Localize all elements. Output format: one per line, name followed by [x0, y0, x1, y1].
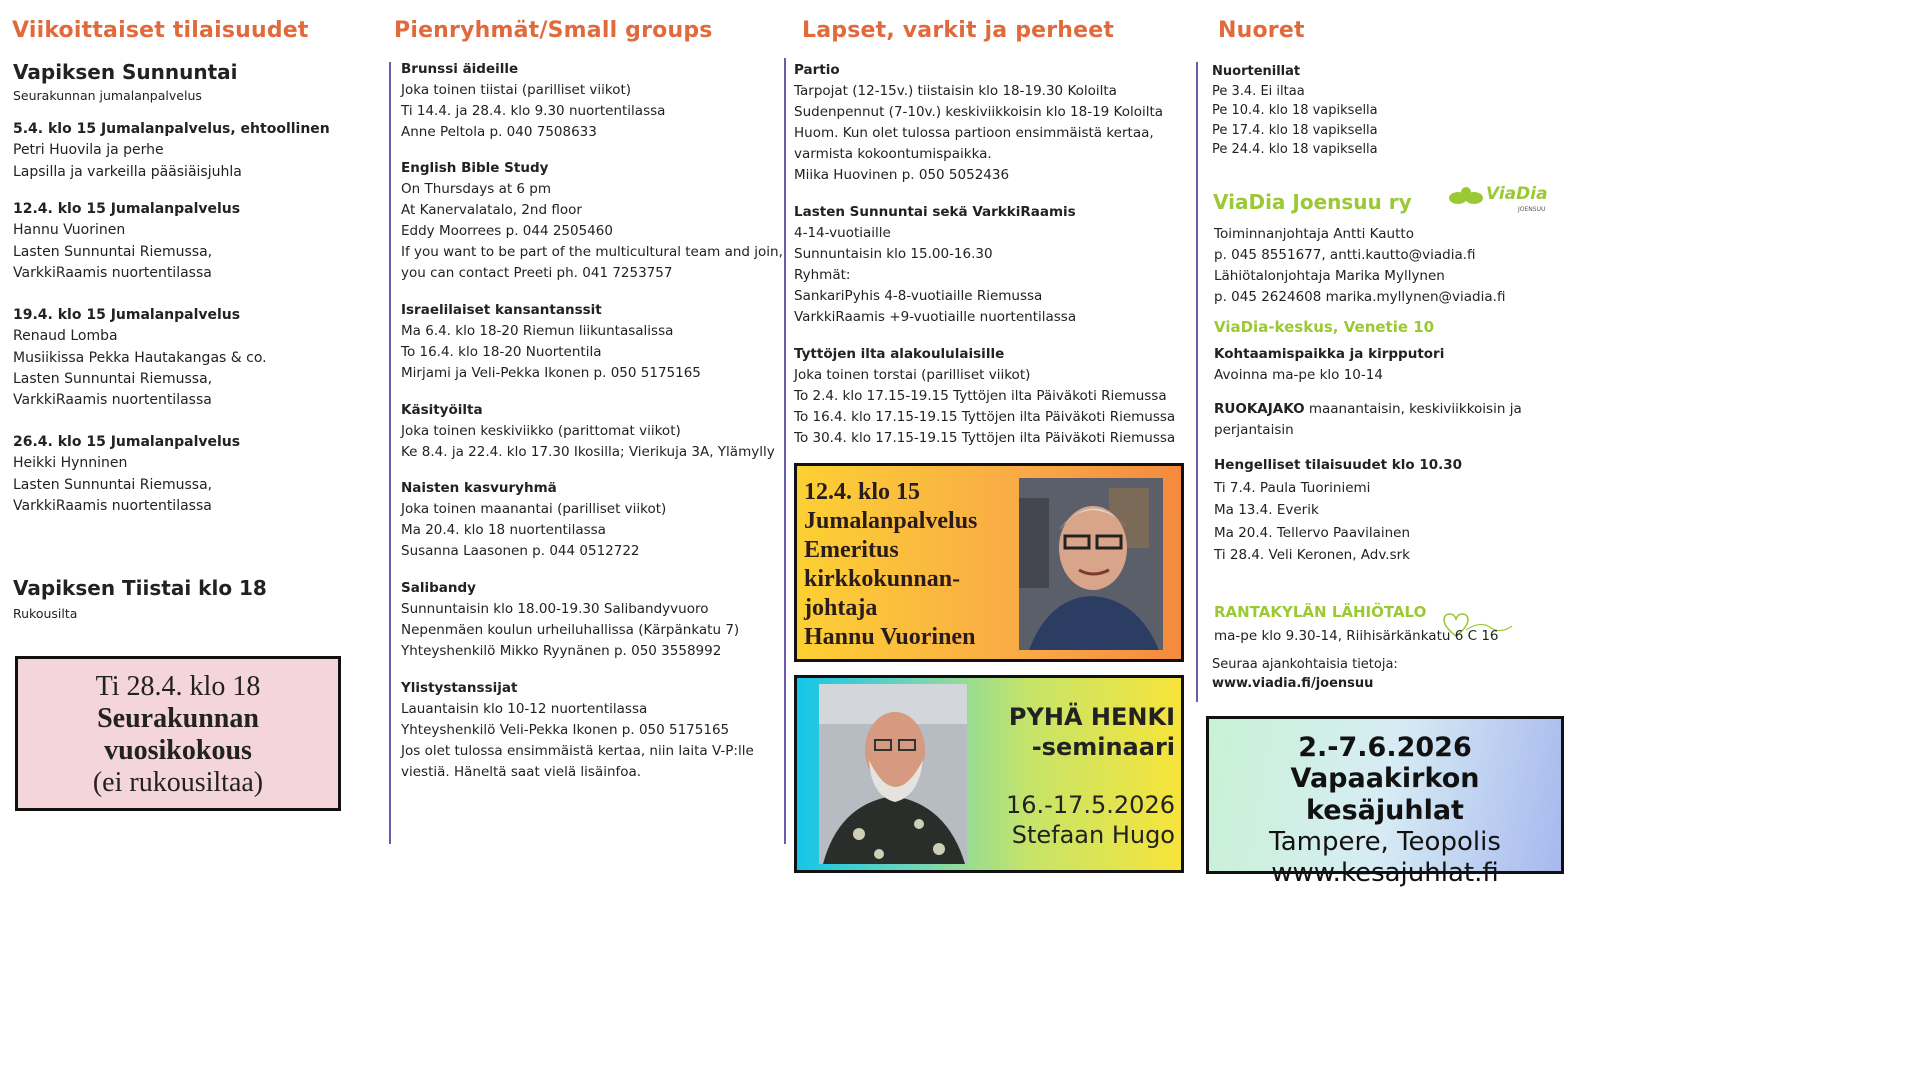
seminar-promo-card [794, 675, 1184, 873]
kids-title: Partio [794, 62, 840, 78]
service-line: Renaud Lomba [13, 328, 118, 345]
group-line: Joka toinen maanantai (parilliset viikot) [401, 501, 667, 517]
kids-line: 4-14-vuotiaille [794, 225, 891, 241]
group-line: viestiä. Häneltä saat vielä lisäinfoa. [401, 764, 642, 780]
food-title: RUOKAJAKO [1214, 401, 1305, 417]
box-line: (ei rukousiltaa) [92, 767, 264, 798]
viadia-leaf-icon [1448, 186, 1484, 210]
service-title: 5.4. klo 15 Jumalanpalvelus, ehtoollinen [13, 121, 330, 137]
nights-line: Pe 24.4. klo 18 vapiksella [1212, 142, 1378, 157]
group-section [401, 478, 666, 562]
kids-line: To 16.4. klo 17.15-19.15 Tyttöjen ilta Päiväkoti Riemussa [794, 409, 1176, 425]
service-block [13, 305, 267, 411]
group-line: Ke 8.4. ja 22.4. klo 17.30 Ikosilla; Vierikuja 3A, Ylämylly [401, 444, 775, 460]
speaker-photo [819, 684, 967, 864]
rantakyla-title: RANTAKYLÄN LÄHIÖTALO [1214, 603, 1427, 621]
spiritual-line: Ma 13.4. Everik [1214, 502, 1319, 518]
kids-line: varmista kokoontumispaikka. [794, 146, 992, 162]
tuesday-section [13, 576, 267, 621]
spiritual-events [1214, 454, 1462, 567]
promo-line: Hannu Vuorinen [804, 624, 976, 650]
group-title: Käsityöilta [401, 402, 483, 418]
follow-url-link[interactable]: www.viadia.fi/joensuu [1212, 676, 1374, 691]
seminar-title: PYHÄ HENKI [1008, 703, 1175, 731]
service-block [13, 432, 240, 517]
group-line: Sunnuntaisin klo 18.00-19.30 Salibandyvuoro [401, 601, 709, 617]
service-block [13, 199, 240, 284]
spiritual-line: Ti 28.4. Veli Keronen, Adv.srk [1214, 547, 1411, 563]
kids-title: Tyttöjen ilta alakoululaisille [794, 346, 1005, 362]
kids-line: VarkkiRaamis +9-vuotiaille nuortentilassa [794, 309, 1077, 325]
group-line: Anne Peltola p. 040 7508633 [401, 124, 597, 140]
festival-url-link[interactable]: www.kesajuhlat.fi [1271, 858, 1499, 888]
contact-line: p. 045 2624608 marika.myllynen@viadia.fi [1214, 289, 1506, 305]
festival-date: 2.-7.6.2026 [1298, 732, 1472, 763]
nights-line: Pe 3.4. Ei iltaa [1212, 83, 1305, 99]
service-promo-card [794, 463, 1184, 662]
group-section [401, 300, 701, 384]
group-line: Ma 6.4. klo 18-20 Riemun liikuntasalissa [401, 323, 674, 339]
group-line: Lauantaisin klo 10-12 nuortentilassa [401, 701, 648, 717]
kids-line: Miika Huovinen p. 050 5052436 [794, 167, 1010, 183]
spiritual-line: Ti 7.4. Paula Tuoriniemi [1214, 479, 1371, 496]
group-line: Joka toinen keskiviikko (parittomat viikot) [401, 423, 681, 439]
viadia-logo-text: ViaDia [1486, 184, 1548, 204]
service-line: Hannu Vuorinen [13, 222, 126, 239]
food-distribution [1214, 399, 1522, 441]
service-line: Lapsilla ja varkeilla pääsiäisjuhla [13, 163, 242, 180]
service-line: Lasten Sunnuntai Riemussa, [13, 370, 213, 387]
group-section [401, 578, 739, 662]
rantakyla-line: ma-pe klo 9.30-14, Riihisärkänkatu 6 C 16 [1214, 628, 1499, 644]
group-line: Ma 20.4. klo 18 nuortentilassa [401, 522, 606, 538]
group-line: you can contact Preeti ph. 041 7253757 [401, 265, 673, 281]
spiritual-title: Hengelliset tilaisuudet klo 10.30 [1214, 457, 1463, 473]
group-line: Ti 14.4. ja 28.4. klo 9.30 nuortentilassa [401, 103, 666, 119]
kids-line: Huom. Kun olet tulossa partioon ensimmäistä kertaa, [794, 125, 1154, 141]
nights-title: Nuortenillat [1212, 64, 1301, 79]
group-section [401, 400, 775, 463]
contact-line: Lähiötalonjohtaja Marika Myllynen [1214, 268, 1445, 284]
service-line: VarkkiRaamis nuortentilassa [13, 264, 212, 281]
kids-line: To 2.4. klo 17.15-19.15 Tyttöjen ilta Päiväkoti Riemussa [794, 388, 1167, 404]
group-section [401, 678, 754, 783]
service-line: Lasten Sunnuntai Riemussa, [13, 476, 213, 493]
summer-festival-card [1206, 716, 1564, 888]
promo-line: Emeritus [804, 537, 899, 563]
seminar-speaker: Stefaan Hugo [1011, 821, 1175, 849]
heading-groups: Pienryhmät/Small groups [394, 18, 713, 43]
box-line: vuosikokous [104, 735, 252, 766]
follow-text: Seuraa ajankohtaisia tietoja: [1212, 657, 1398, 672]
group-line: If you want to be part of the multicultural team and join, [401, 244, 783, 260]
service-line: VarkkiRaamis nuortentilassa [13, 392, 212, 409]
sunday-section [13, 60, 238, 103]
group-line: Eddy Moorrees p. 044 2505460 [401, 223, 613, 239]
group-line: Susanna Laasonen p. 044 0512722 [401, 543, 640, 559]
box-line: Ti 28.4. klo 18 [95, 671, 261, 702]
kids-line: Sunnuntaisin klo 15.00-16.30 [794, 246, 993, 262]
festival-title: Vapaakirkon kesäjuhlat [1290, 763, 1480, 826]
promo-line: johtaja [804, 595, 878, 621]
follow-info [1212, 655, 1398, 693]
group-line: On Thursdays at 6 pm [401, 181, 552, 197]
contact-line: p. 045 8551677, antti.kautto@viadia.fi [1214, 247, 1476, 263]
group-title: Israelilaiset kansantanssit [401, 302, 602, 318]
kids-line: Ryhmät: [794, 267, 851, 283]
nights-line: Pe 10.4. klo 18 vapiksella [1212, 103, 1378, 118]
group-line: At Kanervalatalo, 2nd floor [401, 202, 582, 218]
meeting-title: Kohtaamispaikka ja kirpputori [1214, 346, 1445, 362]
contact-line: Toiminnanjohtaja Antti Kautto [1214, 226, 1414, 242]
seminar-subtitle: -seminaari [1031, 733, 1175, 761]
group-line: Joka toinen tiistai (parilliset viikot) [401, 82, 632, 98]
group-line: To 16.4. klo 18-20 Nuortentila [401, 344, 602, 360]
group-line: Nepenmäen koulun urheiluhallissa (Kärpänkatu 7) [401, 622, 740, 638]
food-line: maanantaisin, keskiviikkoisin ja [1304, 401, 1522, 417]
column-divider [784, 58, 786, 844]
festival-place: Tampere, Teopolis [1269, 827, 1501, 857]
kids-line: Tarpojat (12-15v.) tiistaisin klo 18-19.30 Koloilta [794, 83, 1117, 99]
youth-nights [1212, 62, 1378, 160]
tuesday-subtitle: Rukousilta [13, 606, 78, 621]
viadia-logo-sub: JOENSUU [1518, 206, 1546, 213]
group-line: Jos olet tulossa ensimmäistä kertaa, niin laita V-P:lle [401, 743, 754, 759]
promo-text [804, 478, 977, 652]
viadia-contacts [1214, 224, 1505, 308]
promo-line: Jumalanpalvelus [804, 508, 978, 534]
seminar-date: 16.-17.5.2026 [1006, 791, 1175, 819]
center-title: ViaDia-keskus, Venetie 10 [1214, 318, 1435, 336]
service-line: Lasten Sunnuntai Riemussa, [13, 243, 213, 260]
group-line: Yhteyshenkilö Mikko Ryynänen p. 050 3558992 [401, 643, 722, 659]
kids-section [794, 344, 1175, 449]
service-title: 12.4. klo 15 Jumalanpalvelus [13, 201, 241, 217]
heading-youth: Nuoret [1218, 18, 1305, 43]
kids-line: Sudenpennut (7-10v.) keskiviikkoisin klo 18-19 Koloilta [794, 104, 1164, 120]
box-line: Seurakunnan [97, 703, 259, 734]
food-line: perjantaisin [1214, 422, 1294, 438]
kids-section [794, 60, 1163, 186]
promo-line: 12.4. klo 15 [804, 479, 921, 505]
speaker-photo [1019, 478, 1163, 650]
meeting-line: Avoinna ma-pe klo 10-14 [1214, 367, 1383, 383]
sunday-title: Vapiksen Sunnuntai [13, 60, 238, 84]
group-title: Brunssi äideille [401, 61, 519, 77]
heading-kids: Lapset, varkit ja perheet [802, 18, 1115, 43]
promo-line: kirkkokunnan- [804, 566, 961, 592]
group-section [401, 158, 783, 284]
group-title: Ylistystanssijat [401, 680, 518, 696]
service-line: Heikki Hynninen [13, 455, 128, 472]
viadia-title: ViaDia Joensuu ry [1213, 190, 1412, 214]
group-title: Naisten kasvuryhmä [401, 480, 557, 496]
kids-line: To 30.4. klo 17.15-19.15 Tyttöjen ilta Päiväkoti Riemussa [794, 430, 1176, 446]
service-line: Petri Huovila ja perhe [13, 142, 164, 159]
kids-section [794, 202, 1076, 328]
sunday-subtitle: Seurakunnan jumalanpalvelus [13, 88, 202, 103]
heading-weekly: Viikoittaiset tilaisuudet [12, 18, 309, 43]
annual-meeting-box [15, 656, 341, 811]
group-title: English Bible Study [401, 160, 549, 176]
service-title: 26.4. klo 15 Jumalanpalvelus [13, 434, 241, 450]
meeting-place [1214, 344, 1444, 386]
service-title: 19.4. klo 15 Jumalanpalvelus [13, 307, 241, 323]
service-line: Musiikissa Pekka Hautakangas & co. [13, 349, 267, 366]
kids-line: Joka toinen torstai (parilliset viikot) [794, 367, 1031, 383]
nights-line: Pe 17.4. klo 18 vapiksella [1212, 122, 1378, 138]
tuesday-title: Vapiksen Tiistai klo 18 [13, 576, 267, 600]
service-line: VarkkiRaamis nuortentilassa [13, 497, 212, 514]
viadia-logo [1448, 182, 1548, 216]
group-line: Mirjami ja Veli-Pekka Ikonen p. 050 5175165 [401, 365, 701, 381]
seminar-text [1006, 702, 1175, 850]
column-divider [1196, 62, 1198, 702]
kids-line: SankariPyhis 4-8-vuotiaille Riemussa [794, 288, 1043, 304]
spiritual-line: Ma 20.4. Tellervo Paavilainen [1214, 524, 1411, 541]
column-divider [389, 62, 391, 844]
group-title: Salibandy [401, 580, 476, 596]
group-line: Yhteyshenkilö Veli-Pekka Ikonen p. 050 5175165 [401, 722, 730, 738]
service-block [13, 119, 330, 183]
group-section [401, 59, 665, 143]
kids-title: Lasten Sunnuntai sekä VarkkiRaamis [794, 204, 1076, 220]
